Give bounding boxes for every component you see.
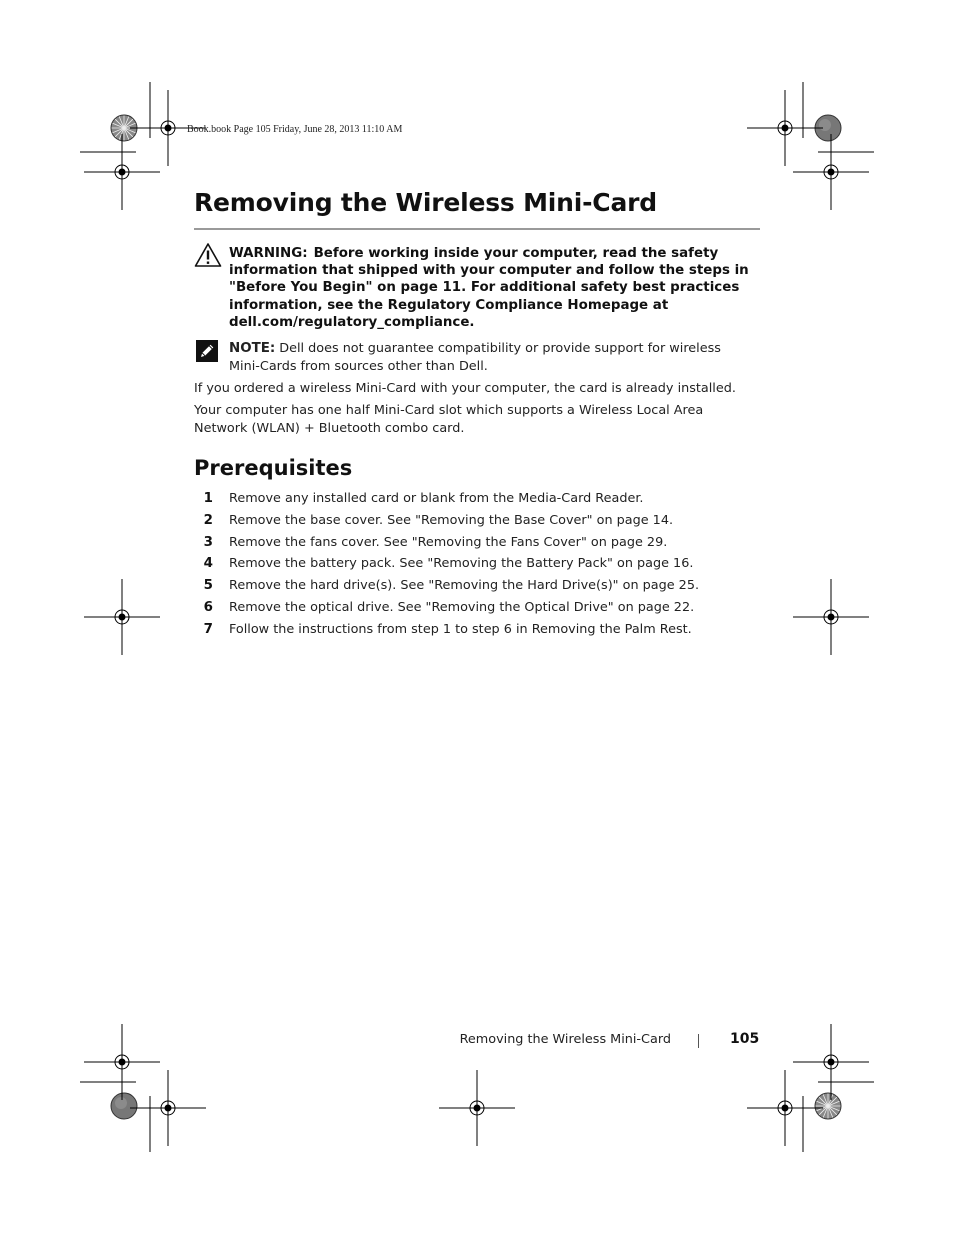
list-item: [194, 577, 760, 599]
warning-body: Before working inside your computer, read the safety information that shipped with your computer and follow the steps in "Before You Begin" on page 11. For additional safety best practices information, see the Regulatory Compliance Homepage at dell.com/regulatory_compliance.: [229, 246, 749, 330]
warning-triangle-icon: [194, 242, 222, 268]
step-number: 2: [203, 512, 213, 528]
list-item: [194, 621, 760, 643]
note-text: [229, 340, 754, 376]
step-number: 6: [203, 599, 213, 615]
paragraph-preinstalled: If you ordered a wireless Mini-Card with your computer, the card is already installed.: [194, 381, 736, 396]
note-pencil-icon: [196, 340, 218, 362]
steps-list: [194, 490, 760, 643]
step-text: Remove the base cover. See "Removing the Base Cover" on page 14.: [229, 512, 674, 528]
list-item: [194, 512, 760, 534]
footer-section-title: Removing the Wireless Mini-Card: [459, 1032, 671, 1047]
step-number: 7: [203, 621, 213, 637]
step-number: 5: [203, 578, 213, 594]
step-text: Remove any installed card or blank from the Media-Card Reader.: [229, 491, 644, 506]
section-title-prerequisites: Prerequisites: [194, 456, 353, 480]
page-number: 105: [730, 1031, 760, 1047]
step-text: Remove the battery pack. See "Removing the Battery Pack" on page 16.: [229, 556, 694, 572]
list-item: [194, 534, 760, 556]
warning-text: [229, 245, 754, 331]
list-item: [194, 555, 760, 577]
note-body: Dell does not guarantee compatibility or provide support for wireless Mini-Cards from sources other than Dell.: [229, 341, 721, 374]
page-title: Removing the Wireless Mini-Card: [194, 188, 657, 217]
warning-label: WARNING:: [229, 246, 308, 261]
title-rule: [194, 228, 760, 230]
step-number: 3: [203, 534, 213, 550]
step-number: 1: [203, 491, 213, 506]
paragraph-slot: Your computer has one half Mini-Card slot which supports a Wireless Local Area Network (WLAN) + Bluetooth combo card.: [194, 403, 704, 436]
step-text: Remove the hard drive(s). See "Removing the Hard Drive(s)" on page 25.: [229, 578, 700, 594]
list-item: [194, 490, 760, 512]
print-header: Book.book Page 105 Friday, June 28, 2013 11:10 AM: [187, 124, 403, 135]
list-item: [194, 599, 760, 621]
step-text: Remove the fans cover. See "Removing the Fans Cover" on page 29.: [229, 534, 668, 550]
step-text: Remove the optical drive. See "Removing the Optical Drive" on page 22.: [229, 599, 695, 615]
step-number: 4: [203, 556, 213, 572]
step-text: Follow the instructions from step 1 to step 6 in Removing the Palm Rest.: [229, 621, 692, 637]
note-label: NOTE:: [229, 341, 276, 356]
footer-separator: [698, 1034, 699, 1048]
